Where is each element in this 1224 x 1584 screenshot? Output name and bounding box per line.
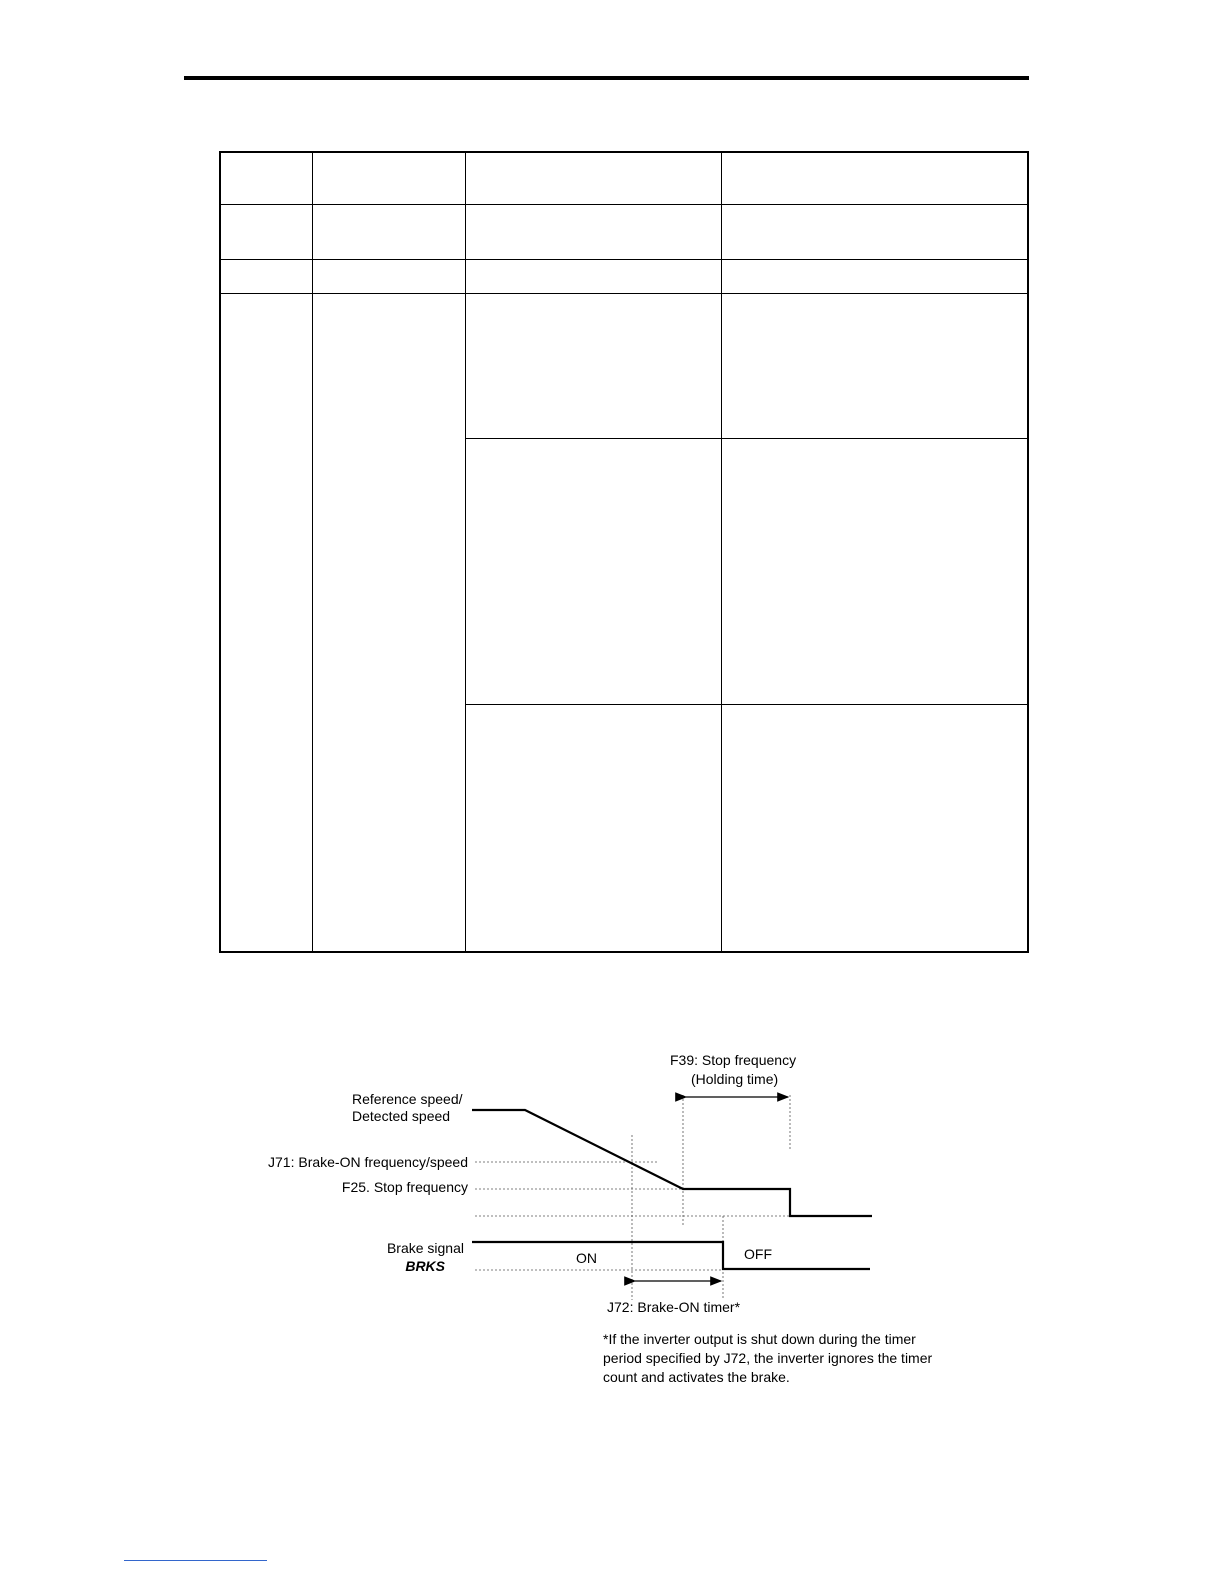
table-row-divider-1 — [221, 259, 1027, 260]
table-subrow-divider-1 — [465, 438, 1027, 439]
diagram-footnote — [603, 1330, 983, 1387]
footer-link-underline — [124, 1560, 267, 1561]
holding-time-label: (Holding time) — [691, 1071, 779, 1087]
brake-signal-label: Brake signal — [386, 1240, 464, 1256]
j71-label: J71: Brake-ON frequency/speed — [268, 1154, 468, 1170]
on-state-label: ON — [576, 1250, 597, 1266]
reference-speed-label: Reference speed/ — [352, 1091, 463, 1107]
footnote-line-1: *If the inverter output is shut down during the timer — [603, 1331, 916, 1347]
parameter-table — [219, 151, 1029, 953]
brks-label: BRKS — [405, 1258, 445, 1274]
table-row-divider-header — [221, 204, 1027, 205]
f39-label: F39: Stop frequency — [670, 1052, 797, 1068]
table-row-divider-2 — [221, 293, 1027, 294]
table-column-divider-3 — [721, 153, 722, 951]
j72-label: J72: Brake-ON timer* — [607, 1299, 741, 1315]
table-subrow-divider-2 — [465, 704, 1027, 705]
detected-speed-label: Detected speed — [352, 1108, 451, 1124]
f25-label: F25. Stop frequency — [341, 1179, 468, 1195]
footnote-line-3: count and activates the brake. — [603, 1369, 790, 1385]
table-column-divider-1 — [312, 153, 313, 951]
header-rule — [184, 76, 1029, 80]
speed-waveform — [472, 1110, 872, 1216]
brake-signal-waveform — [472, 1242, 870, 1269]
footnote-line-2: period specified by J72, the inverter ignores the timer — [603, 1350, 933, 1366]
table-column-divider-2 — [465, 153, 466, 951]
off-state-label: OFF — [744, 1246, 772, 1262]
